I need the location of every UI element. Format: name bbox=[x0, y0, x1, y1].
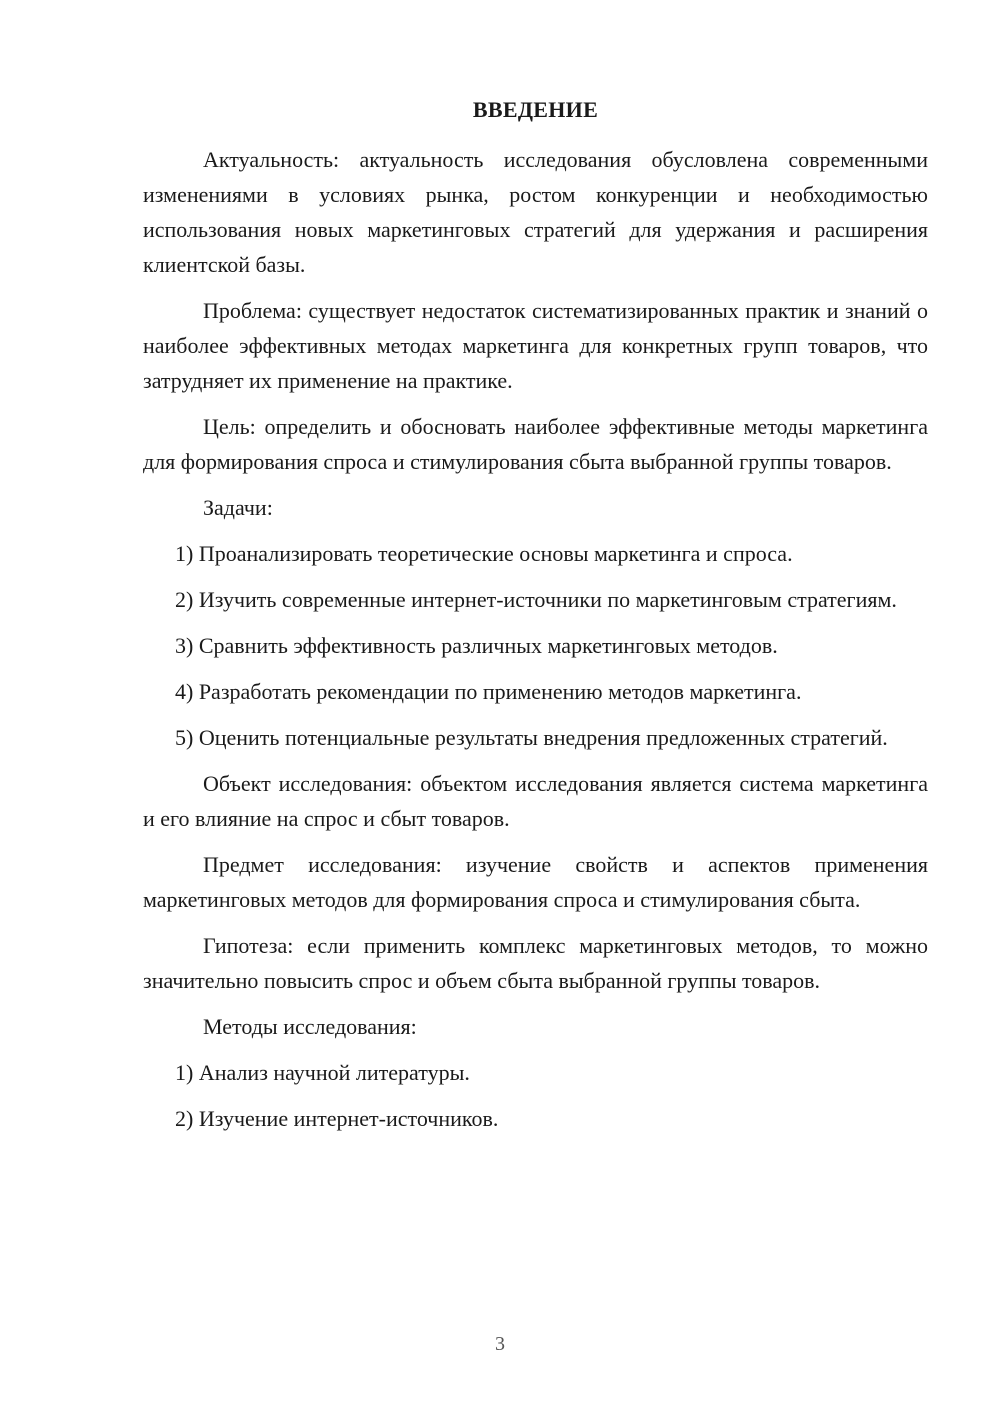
document-page bbox=[143, 95, 928, 1147]
page-number: 3 bbox=[495, 1333, 505, 1355]
paragraph-object: Объект исследования: объектом исследования является система маркетинга и его влияние на спрос и сбыт товаров. bbox=[143, 771, 928, 831]
paragraph-problem: Проблема: существует недостаток систематизированных практик и знаний о наиболее эффективных методах маркетинга для конкретных групп товаров, что затрудняет их применение на практике. bbox=[143, 298, 928, 393]
paragraph-goal: Цель: определить и обосновать наиболее эффективные методы маркетинга для формирования спроса и стимулирования сбыта выбранной группы товаров. bbox=[143, 414, 928, 474]
paragraph-subject: Предмет исследования: изучение свойств и аспектов применения маркетинговых методов для формирования спроса и стимулирования сбыта. bbox=[143, 852, 928, 912]
task-item-2: 2) Изучить современные интернет-источники по маркетинговым стратегиям. bbox=[175, 587, 897, 612]
paragraph-hypothesis: Гипотеза: если применить комплекс маркетинговых методов, то можно значительно повысить спрос и объем сбыта выбранной группы товаров. bbox=[143, 933, 928, 993]
methods-heading: Методы исследования: bbox=[203, 1014, 417, 1039]
task-item-3: 3) Сравнить эффективность различных маркетинговых методов. bbox=[175, 633, 778, 658]
paragraph-relevance: Актуальность: актуальность исследования обусловлена современными изменениями в условиях рынка, ростом конкуренции и необходимостью использования новых маркетинговых стратегий для удержания и расширения клиентской базы. bbox=[143, 147, 928, 277]
method-item-1: 1) Анализ научной литературы. bbox=[175, 1060, 470, 1085]
task-item-4: 4) Разработать рекомендации по применению методов маркетинга. bbox=[175, 679, 802, 704]
task-item-5: 5) Оценить потенциальные результаты внедрения предложенных стратегий. bbox=[175, 725, 888, 750]
page-title: ВВЕДЕНИЕ bbox=[472, 97, 599, 122]
task-item-1: 1) Проанализировать теоретические основы маркетинга и спроса. bbox=[175, 541, 793, 566]
method-item-2: 2) Изучение интернет-источников. bbox=[175, 1106, 499, 1131]
tasks-heading: Задачи: bbox=[203, 495, 273, 520]
